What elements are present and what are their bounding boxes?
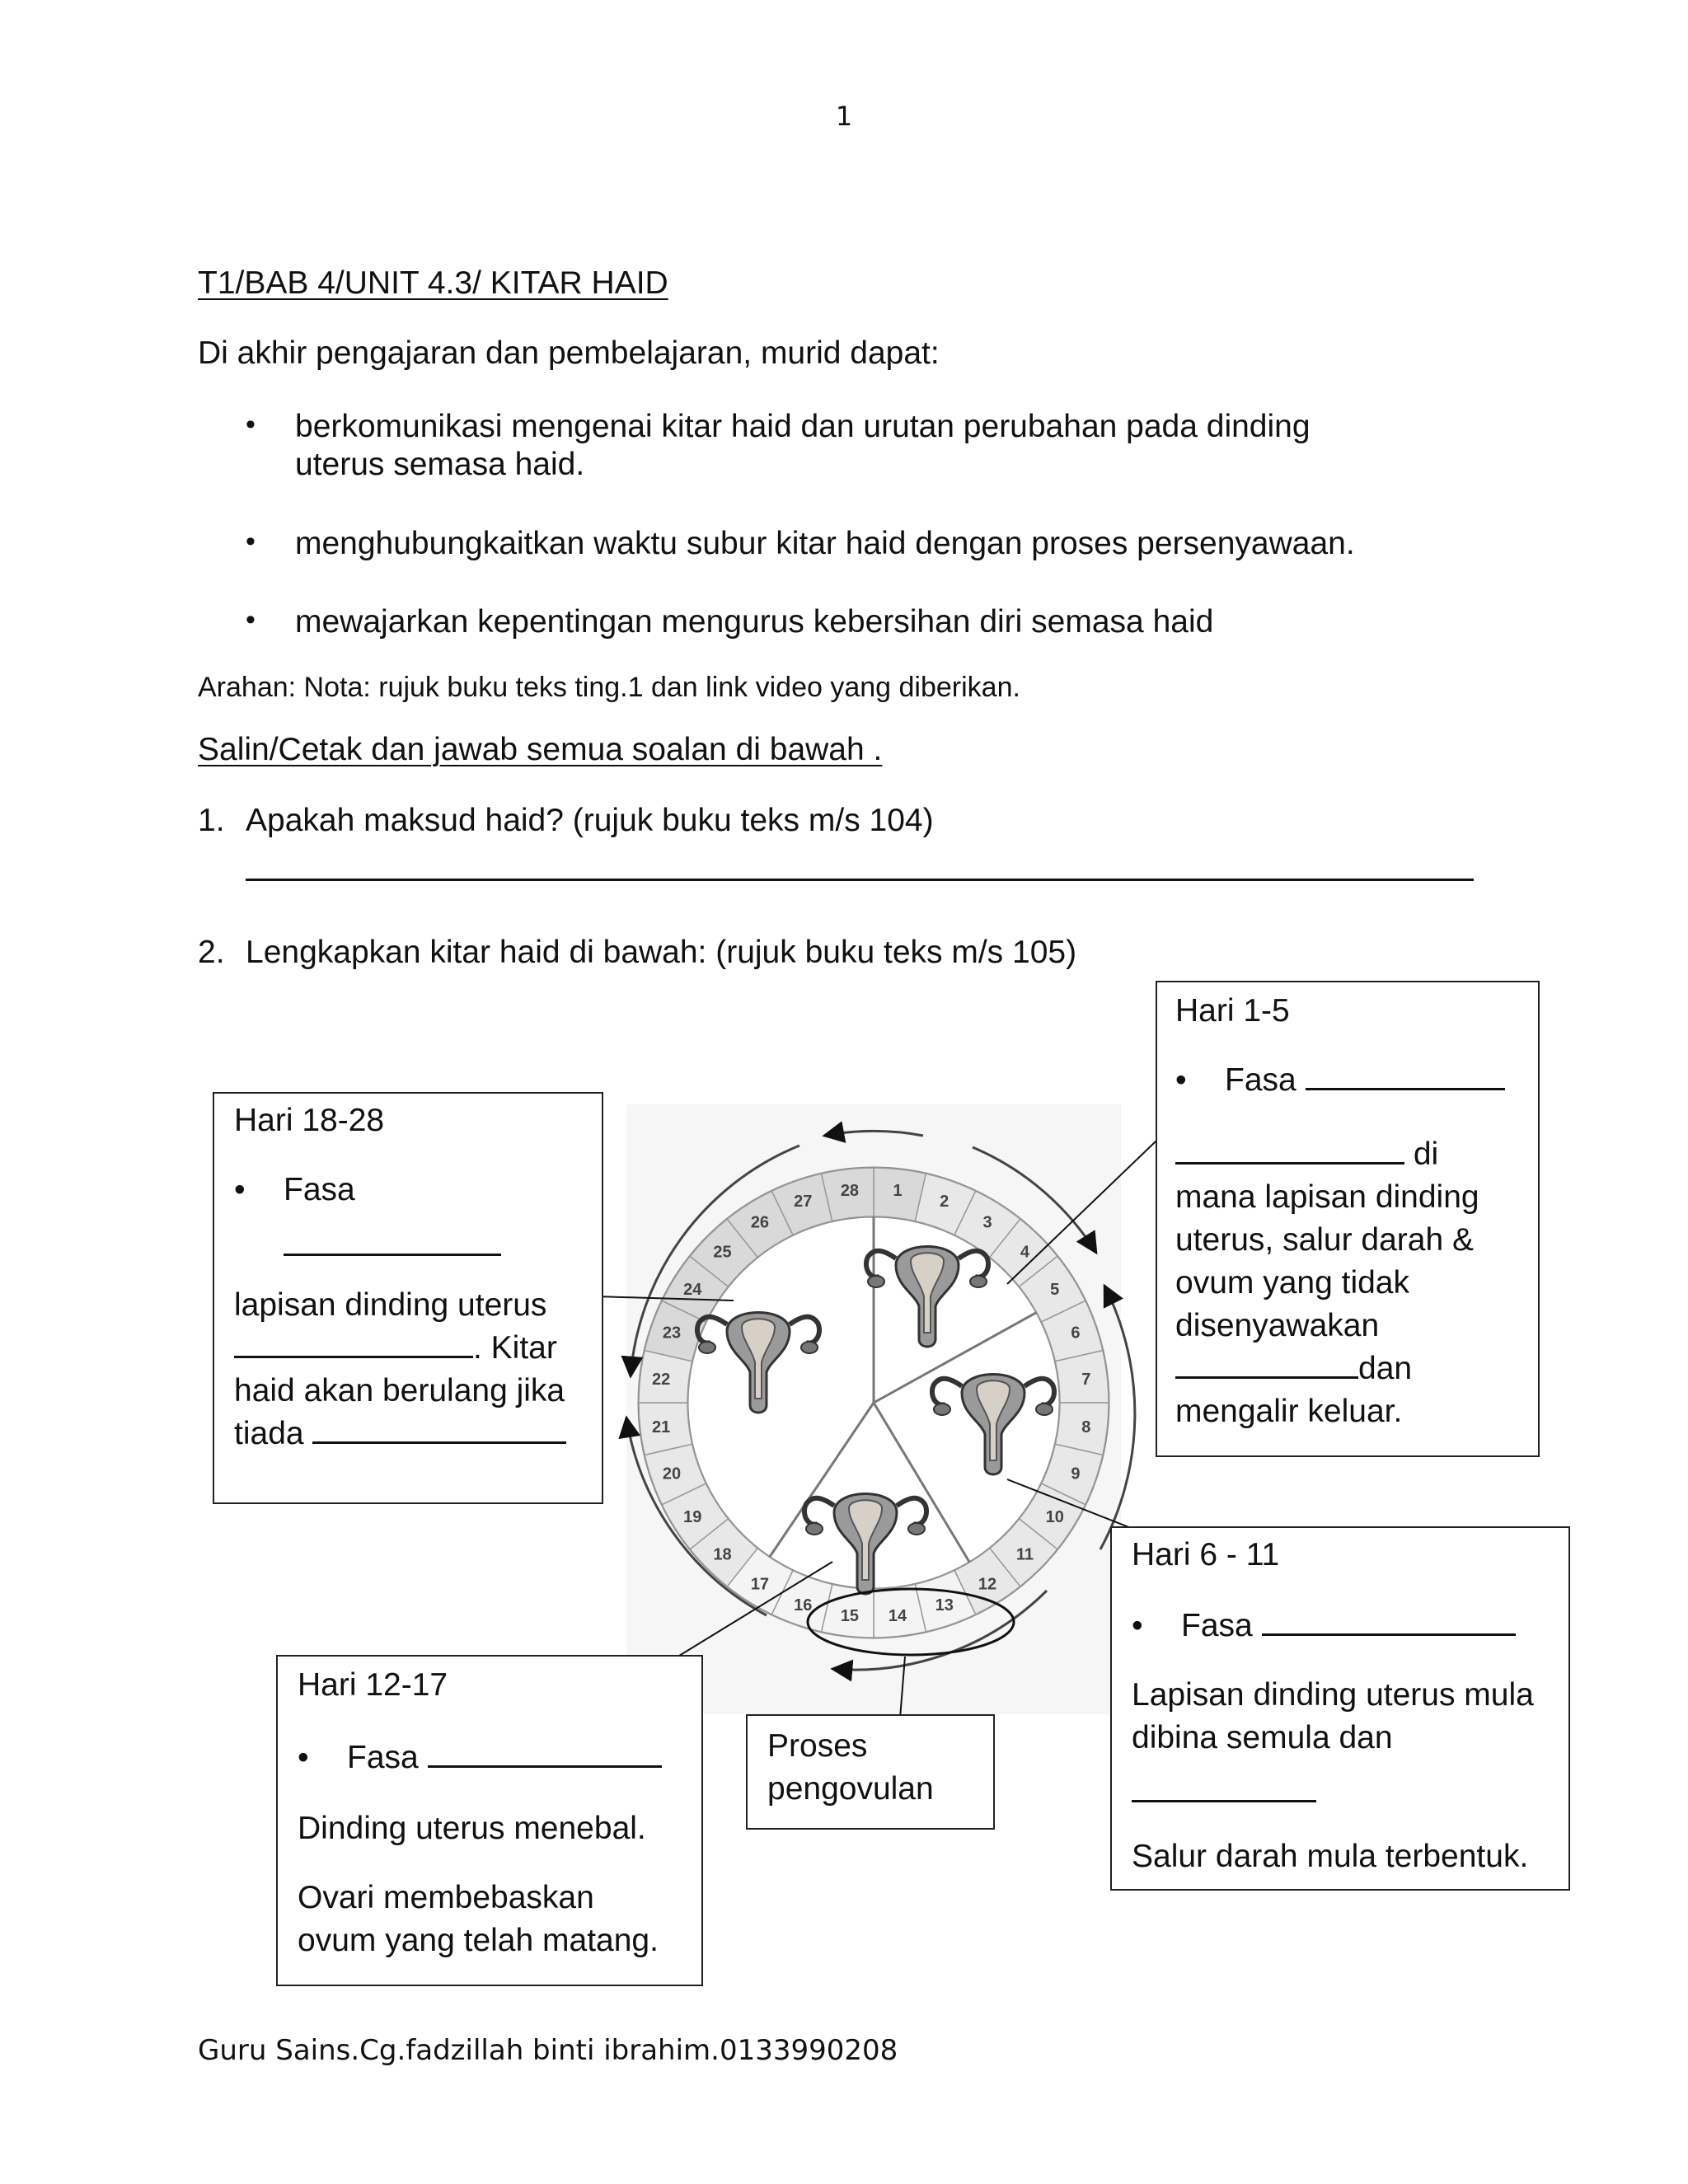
day-label: 28 xyxy=(840,1182,860,1201)
day-label: 16 xyxy=(794,1596,813,1615)
box-line xyxy=(1175,1132,1438,1176)
box-text: di xyxy=(1413,1137,1439,1172)
question-1-text: Apakah maksud haid? (rujuk buku teks m/s 104) xyxy=(246,803,934,838)
answer-blank[interactable] xyxy=(428,1737,662,1768)
day-label: 7 xyxy=(1081,1370,1091,1389)
day-label: 25 xyxy=(713,1243,732,1262)
footer-credit: Guru Sains.Cg.fadzillah binti ibrahim.0133990208 xyxy=(198,2034,898,2067)
objective-2: menghubungkaitkan waktu subur kitar haid dengan proses persenyawaan. xyxy=(295,526,1355,561)
box-title: Hari 6 - 11 xyxy=(1132,1537,1280,1572)
day-label: 3 xyxy=(982,1213,992,1232)
day-label: 12 xyxy=(978,1575,997,1594)
answer-blank[interactable] xyxy=(312,1413,566,1444)
bullet: • xyxy=(1132,1608,1143,1643)
day-label: 2 xyxy=(940,1193,950,1212)
box-line xyxy=(1175,1347,1412,1390)
day-label: 10 xyxy=(1045,1508,1064,1527)
day-label: 4 xyxy=(1020,1243,1030,1262)
fasa-label xyxy=(1225,1058,1505,1102)
box-line: disenyawakan xyxy=(1175,1308,1380,1343)
box-title: Hari 18-28 xyxy=(234,1103,385,1138)
day-label: 8 xyxy=(1081,1418,1091,1437)
day-label: 19 xyxy=(683,1508,702,1527)
box-line: pengovulan xyxy=(767,1771,934,1807)
answer-blank[interactable] xyxy=(1175,1348,1358,1379)
box-title: Hari 12-17 xyxy=(298,1667,448,1703)
objective-3: mewajarkan kepentingan mengurus kebersihan diri semasa haid xyxy=(295,604,1214,640)
instruction-text: Arahan: Nota: rujuk buku teks ting.1 dan link video yang diberikan. xyxy=(198,672,1020,703)
bullet: • xyxy=(246,526,256,557)
day-label: 18 xyxy=(713,1545,732,1564)
day-label: 17 xyxy=(750,1575,770,1594)
box-line: Ovari membebaskan xyxy=(298,1880,594,1915)
phase-box-day-1-5 xyxy=(1156,981,1540,1457)
fasa-text: Fasa xyxy=(347,1740,419,1775)
box-text: dan xyxy=(1358,1351,1413,1386)
bullet: • xyxy=(1175,1062,1187,1098)
box-line: lapisan dinding uterus xyxy=(234,1287,547,1323)
task-text: Salin/Cetak dan jawab semua soalan di bawah . xyxy=(198,732,883,767)
fasa-label xyxy=(347,1736,662,1779)
box-line: mana lapisan dinding xyxy=(1175,1179,1479,1215)
answer-blank[interactable] xyxy=(1262,1605,1516,1636)
phase-box-day-6-11 xyxy=(1110,1526,1570,1891)
fasa-text: Fasa xyxy=(1181,1608,1253,1643)
page-number: 1 xyxy=(835,101,853,132)
question-1-number: 1. xyxy=(198,803,225,838)
day-label: 26 xyxy=(750,1213,770,1232)
day-label: 11 xyxy=(1015,1545,1034,1564)
day-label: 5 xyxy=(1050,1280,1060,1299)
answer-blank[interactable] xyxy=(1132,1800,1316,1802)
day-label: 22 xyxy=(652,1370,671,1389)
box-line: Lapisan dinding uterus mula xyxy=(1132,1677,1534,1713)
day-label: 6 xyxy=(1071,1324,1081,1343)
day-label: 24 xyxy=(683,1280,702,1299)
intro-text: Di akhir pengajaran dan pembelajaran, murid dapat: xyxy=(198,335,940,371)
page-heading: T1/BAB 4/UNIT 4.3/ KITAR HAID xyxy=(198,265,668,301)
bullet: • xyxy=(246,604,256,635)
answer-blank[interactable] xyxy=(1306,1060,1505,1090)
day-label: 20 xyxy=(662,1465,682,1483)
bullet: • xyxy=(246,409,256,440)
day-label: 1 xyxy=(893,1182,903,1201)
objective-1-cont: uterus semasa haid. xyxy=(295,447,585,482)
bullet: • xyxy=(234,1172,246,1207)
fasa-label xyxy=(1181,1604,1516,1647)
phase-box-day-12-17 xyxy=(276,1655,703,1986)
answer-blank[interactable] xyxy=(284,1254,501,1256)
box-line: Dinding uterus menebal. xyxy=(298,1811,646,1846)
day-label: 14 xyxy=(888,1606,907,1625)
question-2-text: Lengkapkan kitar haid di bawah: (rujuk buku teks m/s 105) xyxy=(246,935,1077,970)
box-text: tiada xyxy=(234,1416,304,1451)
box-title: Hari 1-5 xyxy=(1175,993,1290,1029)
box-line xyxy=(234,1326,557,1370)
objective-1: berkomunikasi mengenai kitar haid dan urutan perubahan pada dinding xyxy=(295,409,1311,444)
box-line: Salur darah mula terbentuk. xyxy=(1132,1839,1529,1874)
bullet: • xyxy=(298,1740,309,1775)
answer-blank[interactable] xyxy=(1175,1134,1404,1165)
day-label: 23 xyxy=(662,1324,682,1343)
day-label: 21 xyxy=(652,1418,671,1437)
day-label: 15 xyxy=(840,1606,860,1625)
box-line: haid akan berulang jika xyxy=(234,1373,565,1408)
fasa-label: Fasa xyxy=(284,1172,355,1207)
day-label: 13 xyxy=(935,1596,954,1615)
day-label: 9 xyxy=(1071,1465,1081,1483)
box-line: Proses xyxy=(767,1728,868,1764)
phase-box-day-18-28 xyxy=(213,1092,603,1504)
box-line: mengalir keluar. xyxy=(1175,1394,1403,1429)
answer-blank[interactable] xyxy=(234,1328,473,1358)
box-line xyxy=(234,1412,566,1455)
question-2-number: 2. xyxy=(198,935,225,970)
fasa-text: Fasa xyxy=(1225,1062,1296,1098)
ovulation-box xyxy=(746,1714,995,1830)
box-text: . Kitar xyxy=(473,1330,557,1366)
day-label: 27 xyxy=(794,1193,813,1212)
box-line: uterus, salur darah & xyxy=(1175,1222,1475,1258)
box-line: dibina semula dan xyxy=(1132,1720,1393,1755)
box-line: ovum yang telah matang. xyxy=(298,1923,659,1958)
box-line: ovum yang tidak xyxy=(1175,1265,1409,1301)
